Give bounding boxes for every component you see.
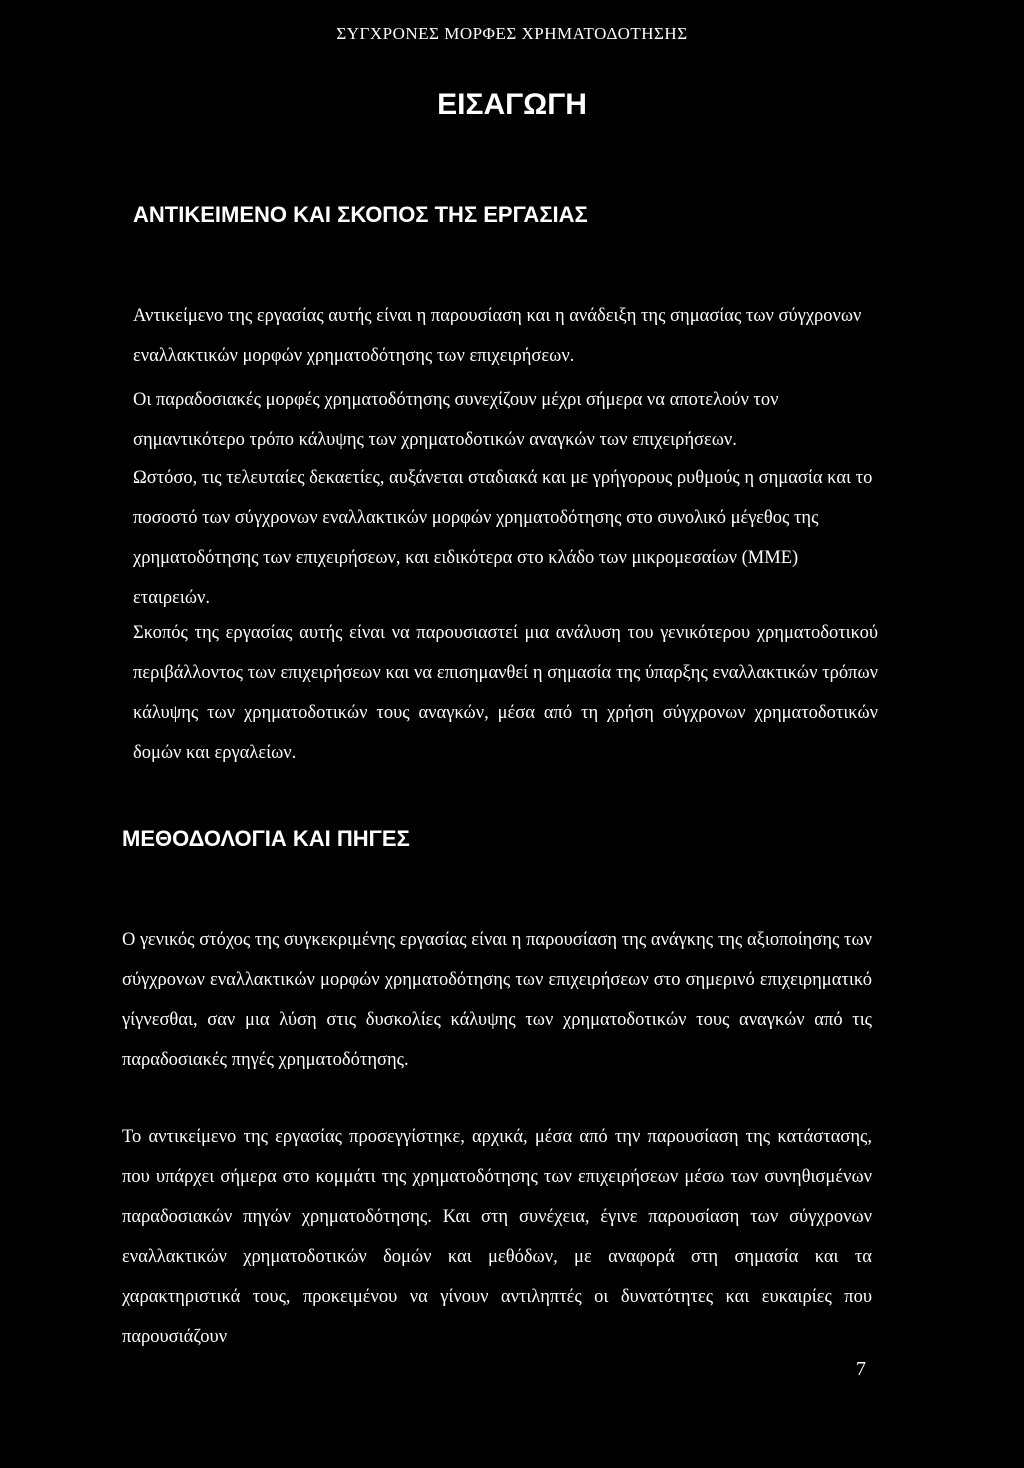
running-header: ΣΥΓΧΡΟΝΕΣ ΜΟΡΦΕΣ ΧΡΗΜΑΤΟΔΟΤΗΣΗΣ	[336, 24, 688, 43]
page-number: 7	[856, 1358, 866, 1380]
paragraph-objective-intro: Αντικείμενο της εργασίας αυτής είναι η παρουσίαση και η ανάδειξη της σημασίας των σύγχρονων εναλλακτικών μορφών χρηματοδότησης των επιχειρήσεων.	[133, 306, 862, 366]
paragraph-purpose: Σκοπός της εργασίας αυτής είναι να παρουσιαστεί μια ανάλυση του γενικότερου χρηματοδοτικού περιβάλλοντος των επιχειρήσεων και να επισημανθεί η σημασία της ύπαρξης εναλλακτικών τρόπων κάλυψης των χρηματοδοτικών τους αναγκών, μέσα από τη χρήση σύγχρονων χρηματοδοτικών δομών και εργαλείων.	[133, 623, 878, 763]
paragraph-traditional-forms: Οι παραδοσιακές μορφές χρηματοδότησης συνεχίζουν μέχρι σήμερα να αποτελούν τον σημαντικότερο τρόπο κάλυψης των χρηματοδοτικών αναγκών των επιχειρήσεων.	[133, 390, 779, 450]
chapter-title: ΕΙΣΑΓΩΓΗ	[437, 88, 587, 121]
paragraph-approach: Το αντικείμενο της εργασίας προσεγγίστηκε, αρχικά, μέσα από την παρουσίαση της κατάστασης, που υπάρχει σήμερα στο κομμάτι της χρηματοδότησης των επιχειρήσεων μέσω των συνηθισμένων παραδοσιακών πηγών χρηματοδότησης. Και στη συνέχεια, έγινε παρουσίαση των σύγχρονων εναλλακτικών χρηματοδοτικών δομών και μεθόδων, με αναφορά στη σημασία και τα χαρακτηριστικά τους, προκειμένου να γίνουν αντιληπτές οι δυνατότητες και ευκαιρίες που παρουσιάζουν	[122, 1127, 872, 1347]
section-heading-methodology: ΜΕΘΟΔΟΛΟΓΙΑ ΚΑΙ ΠΗΓΕΣ	[122, 826, 410, 851]
paragraph-general-goal: Ο γενικός στόχος της συγκεκριμένης εργασίας είναι η παρουσίαση της ανάγκης της αξιοποίησης των σύγχρονων εναλλακτικών μορφών χρηματοδότησης των επιχειρήσεων στο σημερινό επιχειρηματικό γίγνεσθαι, σαν μια λύση στις δυσκολίες κάλυψης των χρηματοδοτικών τους αναγκών από τις παραδοσιακές πηγές χρηματοδότησης.	[122, 930, 872, 1070]
paragraph-recent-decades: Ωστόσο, τις τελευταίες δεκαετίες, αυξάνεται σταδιακά και με γρήγορους ρυθμούς η σημασία και το ποσοστό των σύγχρονων εναλλακτικών μορφών χρηματοδότησης στο συνολικό μέγεθος της χρηματοδότησης των επιχειρήσεων, και ειδικότερα στο κλάδο των μικρομεσαίων (ΜΜΕ) εταιρειών.	[133, 468, 873, 608]
section-heading-objective: ΑΝΤΙΚΕΙΜΕΝΟ ΚΑΙ ΣΚΟΠΟΣ ΤΗΣ ΕΡΓΑΣΙΑΣ	[133, 202, 588, 227]
